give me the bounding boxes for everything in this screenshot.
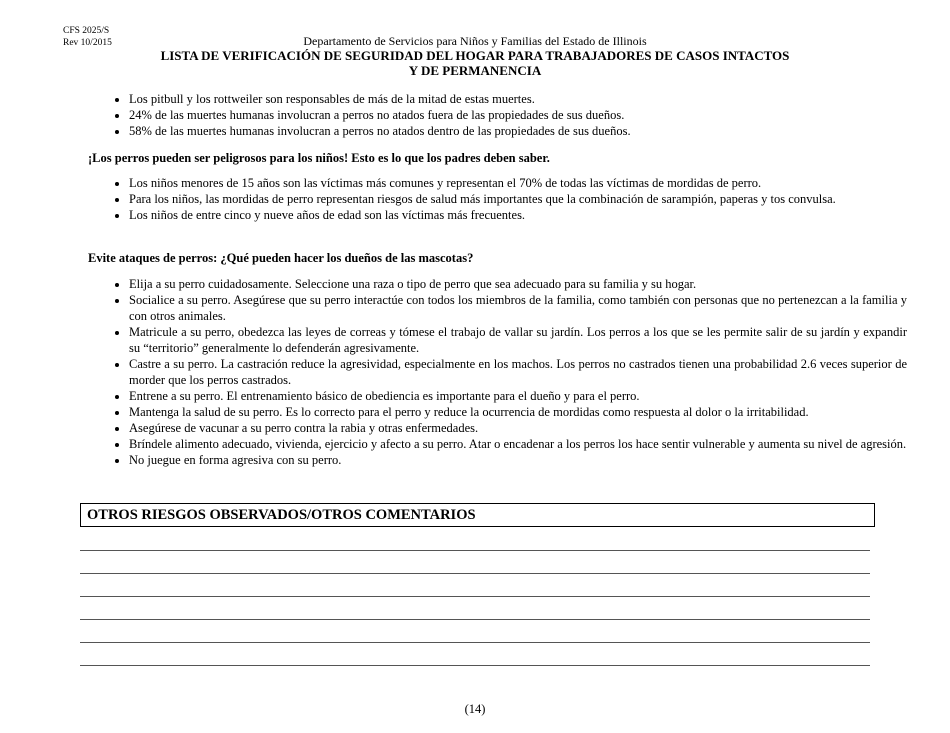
children-section-heading: ¡Los perros pueden ser peligrosos para los niños! Esto es lo que los padres deben saber. [88, 151, 550, 165]
list-item: • Elija a su perro cuidadosamente. Seleccione una raza o tipo de perro que sea adecuado para su familia y su hogar. [129, 276, 907, 292]
form-code: CFS 2025/S [63, 26, 110, 36]
list-item: • Bríndele alimento adecuado, vivienda, ejercicio y afecto a su perro. Atar o encadenar a los perros los hace sentir vulnerable y aumenta su nivel de agresión. [129, 436, 907, 452]
form-revision: Rev 10/2015 [63, 38, 112, 48]
list-item: • Los pitbull y los rottweiler son responsables de más de la mitad de estas muertes. [129, 91, 907, 107]
comment-line[interactable] [80, 665, 870, 666]
list-item: • 24% de las muertes humanas involucran a perros no atados fuera de las propiedades de sus dueños. [129, 107, 907, 123]
comments-heading-box [80, 503, 875, 527]
statistics-list [80, 91, 907, 139]
list-item: • Asegúrese de vacunar a su perro contra la rabia y otras enfermedades. [129, 420, 907, 436]
comment-line[interactable] [80, 619, 870, 620]
list-item: • Los niños de entre cinco y nueve años de edad son las víctimas más frecuentes. [129, 207, 907, 223]
title-line-1: LISTA DE VERIFICACIÓN DE SEGURIDAD DEL HOGAR PARA TRABAJADORES DE CASOS INTACTOS [160, 48, 790, 63]
list-item: • No juegue en forma agresiva con su perro. [129, 452, 907, 468]
title-line-2: Y DE PERMANENCIA [408, 63, 542, 78]
comment-line[interactable] [80, 550, 870, 551]
page-title [0, 48, 950, 78]
list-item: • Entrene a su perro. El entrenamiento básico de obediencia es importante para el dueño y para el perro. [129, 388, 907, 404]
list-item: • Matricule a su perro, obedezca las leyes de correas y tómese el trabajo de vallar su jardín. Los perros a los que se les permite salir de su jardín y expandir su “territorio” generalmente lo defenderán agresivamente. [129, 324, 907, 356]
comment-line[interactable] [80, 642, 870, 643]
comments-heading: OTROS RIESGOS OBSERVADOS/OTROS COMENTARIOS [87, 507, 476, 523]
comment-line[interactable] [80, 573, 870, 574]
department-name: Departamento de Servicios para Niños y Familias del Estado de Illinois [303, 34, 647, 48]
page-number: (14) [464, 702, 486, 716]
list-item: • Los niños menores de 15 años son las víctimas más comunes y representan el 70% de todas las víctimas de mordidas de perro. [129, 175, 907, 191]
list-item: • Castre a su perro. La castración reduce la agresividad, especialmente en los machos. Los perros no castrados tienen una probabilidad 2.6 veces superior de morder que los perros castrados. [129, 356, 907, 388]
list-item: • Socialice a su perro. Asegúrese que su perro interactúe con todos los miembros de la familia, como también con personas que no pertenezcan a la familia y con otros animales. [129, 292, 907, 324]
list-item: • Para los niños, las mordidas de perro representan riesgos de salud más importantes que la combinación de sarampión, paperas y tos convulsa. [129, 191, 907, 207]
comment-line[interactable] [80, 596, 870, 597]
owner-tips-list [80, 276, 907, 468]
list-item: • 58% de las muertes humanas involucran a perros no atados dentro de las propiedades de sus dueños. [129, 123, 907, 139]
owners-section-heading: Evite ataques de perros: ¿Qué pueden hacer los dueños de las mascotas? [88, 251, 474, 265]
children-risk-list [80, 175, 907, 223]
list-item: • Mantenga la salud de su perro. Es lo correcto para el perro y reduce la ocurrencia de mordidas como respuesta al dolor o la irritabilidad. [129, 404, 907, 420]
